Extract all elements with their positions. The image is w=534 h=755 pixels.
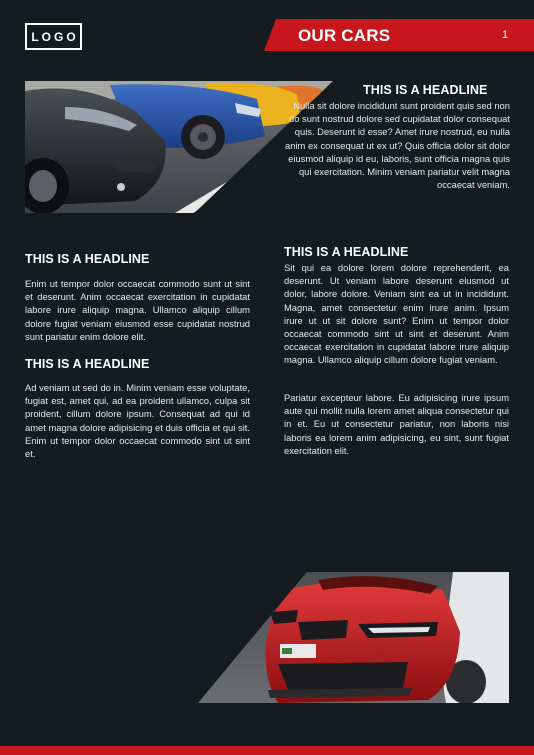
- left-body-2: Ad veniam ut sed do in. Minim veniam esse voluptate, fugiat est, amet qui, ad ea proident ullamco, culpa sit proident, cillum dolore ipsum. Consequat ad qui id amet magna dolore adipisicing et duis officia et qui sit. Enim ut tempor dolor occaecat commodo sint ut sint et.: [25, 382, 250, 460]
- left-headline-1: THIS IS A HEADLINE: [25, 252, 150, 266]
- left-body-1: Enim ut tempor dolor occaecat commodo sunt ut sint et deserunt. Anim occaecat exercitation in cupidatat labore irure aliquip magna. Ullamco aliquip cillum dolore fugiat veniam eiusmod esse cupidatat nostrud sunt pariatur enim dolore elit.: [25, 278, 250, 342]
- footer-bar: [0, 746, 534, 755]
- page-number: 1: [502, 29, 509, 41]
- right-headline-1: THIS IS A HEADLINE: [284, 245, 409, 259]
- top-right-body: Nulla sit dolore incididunt sunt proident quis sed non do sunt nostrud dolore sed cupidatat dolor consequat quis. Deserunt id esse? Amet irure nostrud, eu nulla anim ex consequat ut ex ut? Quis officia dolor sit dolor eiusmod aliquip id eu, laboris, sunt officia magna quis qui exercitation. Minim veniam pariatur velit magna occaecat veniam.: [285, 100, 510, 191]
- top-right-headline: THIS IS A HEADLINE: [363, 83, 488, 97]
- page-title: OUR CARS: [298, 26, 391, 45]
- right-body-2: Pariatur excepteur labore. Eu adipisicing irure ipsum aute qui mollit nulla lorem amet aliqua consectetur qui in et. Eu ut consectetur pariatur, non laboris nisi laboris ea lorem anim adipisicing, eu sint, sunt fugiat exercitation elit.: [284, 392, 509, 456]
- left-headline-2: THIS IS A HEADLINE: [25, 357, 150, 371]
- logo: LOGO: [25, 23, 82, 50]
- red-car-illustration: [198, 572, 509, 703]
- right-body-1: Sit qui ea dolore lorem dolore reprehenderit, ea deserunt. Ut veniam labore deserunt eiusmod ut dolor, labore dolore. Veniam sint ea ut in incididunt. Magna, amet consectetur enim irure anim. Ipsum irure ut ut sit dolore sunt? Enim ut tempor dolor occaecat commodo sint ut sint et deserunt. Anim occaecat exercitation in cupidatat labore irure aliquip magna. Ullamco aliquip cillum dolore fugiat veniam.: [284, 262, 509, 366]
- red-sports-car-photo: [198, 572, 509, 703]
